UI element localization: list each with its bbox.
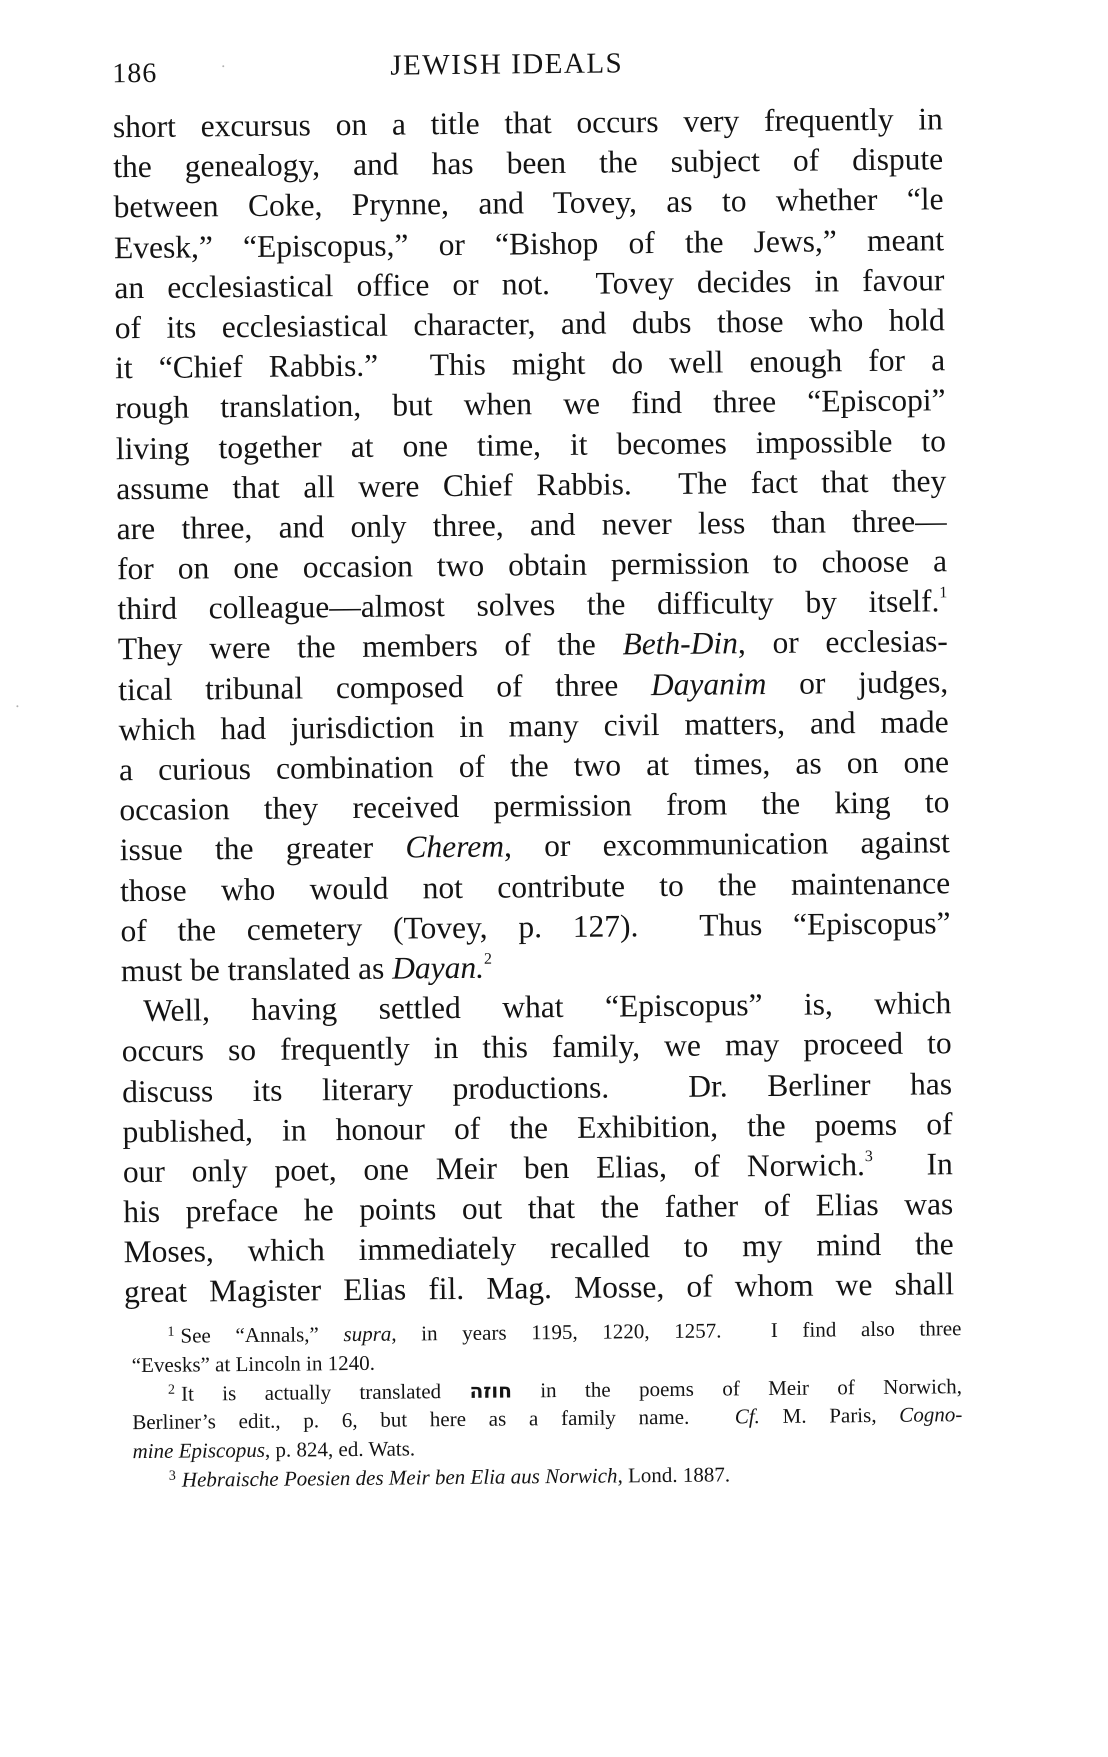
footnote-reference: 1: [939, 584, 948, 602]
italic-term: mine Episcopus: [132, 1438, 266, 1464]
text-segment: , or ecclesias-: [737, 623, 949, 661]
text-segment: his preface he points out that the father of Elias was: [123, 1186, 954, 1230]
text-segment: occurs so frequently in this family, we may proceed to: [121, 1025, 952, 1069]
text-segment: must be translated as: [120, 950, 393, 989]
text-segment: M. Paris,: [759, 1403, 900, 1429]
footnote-reference: 3: [864, 1147, 873, 1165]
text-segment: for on one occasion two obtain permission to choose a: [116, 543, 948, 587]
text-segment: of its ecclesiastical character, and dubs those who hold: [114, 302, 945, 346]
text-segment: the genealogy, and has been the subject of dispute: [113, 141, 944, 185]
text-segment: discuss its literary productions. Dr. Berliner has: [121, 1065, 953, 1109]
scan-speck: [16, 705, 18, 707]
text-segment: published, in honour of the Exhibition, the poems of: [122, 1105, 953, 1149]
text-segment: occasion they received permission from the king to: [119, 784, 950, 828]
running-head: [112, 44, 942, 92]
text-segment: “Evesks” at Lincoln in 1240.: [131, 1350, 376, 1377]
scan-speck: [222, 65, 224, 67]
text-segment: our only poet, one Meir ben Elias, of Norwich.: [122, 1146, 866, 1190]
footnote-marker: 2: [167, 1382, 176, 1398]
text-segment: living together at one time, it becomes impossible to: [115, 422, 947, 466]
text-segment: , or excommunication against: [503, 824, 950, 864]
italic-term: Beth-Din: [622, 625, 739, 662]
text-segment: Evesk,” “Episcopus,” or “Bishop of the Jews,” meant: [113, 221, 945, 265]
text-segment: tical tribunal composed of three: [118, 666, 652, 707]
text-segment: of the cemetery (Tovey, p. 127). Thus “Episcopus”: [120, 905, 951, 948]
text-segment: which had jurisdiction in many civil matters, and made: [118, 704, 949, 748]
italic-term: Cf.: [734, 1404, 760, 1429]
text-segment: in the poems of Meir of Norwich,: [511, 1373, 963, 1403]
text-segment: between Coke, Prynne, and Tovey, as to whether “le: [113, 181, 944, 225]
text-line: [124, 1265, 954, 1313]
text-segment: They were the members of the: [117, 626, 623, 667]
text-segment: In: [872, 1146, 953, 1182]
text-segment: are three, and only three, and never less than three—: [116, 503, 947, 547]
text-segment: Well, having settled what “Episcopus” is, which: [143, 985, 952, 1029]
text-segment: an ecclesiastical office or not. Tovey decides in favour: [114, 262, 945, 305]
italic-term: Hebraische Poesien des Meir ben Elia aus Norwich: [181, 1463, 618, 1492]
text-segment: It is actually translated: [180, 1378, 470, 1406]
footnotes: [131, 1314, 963, 1495]
text-segment: third colleague—almost solves the difficulty by itself.: [117, 583, 940, 627]
italic-term: Cogno-: [899, 1402, 963, 1428]
text-segment: or judges,: [766, 663, 949, 701]
text-segment: See “Annals,”: [180, 1322, 344, 1348]
footnote-reference: 2: [483, 950, 492, 968]
text-segment: issue the greater: [119, 829, 406, 868]
text-segment: assume that all were Chief Rabbis. The fact that they: [116, 462, 947, 506]
text-segment: rough translation, but when we find three “Episcopi”: [115, 382, 946, 426]
body-text: [113, 99, 955, 1313]
footnote-marker: 3: [168, 1468, 176, 1484]
italic-term: supra: [343, 1321, 392, 1347]
text-segment: a curious combination of the two at times, as on one: [118, 744, 950, 788]
running-title: JEWISH IDEALS: [390, 47, 624, 82]
page-number: 186: [112, 57, 158, 90]
text-segment: Berliner’s edit., p. 6, but here as a family name.: [132, 1404, 735, 1435]
text-segment: Moses, which immediately recalled to my mind the: [123, 1226, 954, 1270]
hebrew-word: חוזה: [469, 1378, 512, 1403]
text-line: [120, 903, 950, 951]
text-segment: , p. 824, ed. Wats.: [264, 1436, 416, 1463]
italic-term: Dayanim: [650, 665, 767, 702]
text-segment: short excursus on a title that occurs very frequently in: [112, 101, 943, 145]
footnote-marker: 1: [167, 1324, 175, 1340]
italic-term: Dayan.: [391, 949, 485, 986]
text-segment: , Lond. 1887.: [617, 1462, 731, 1488]
text-segment: , in years 1195, 1220, 1257. I find also three: [391, 1316, 962, 1346]
italic-term: Cherem: [405, 828, 505, 865]
text-segment: great Magister Elias fil. Mag. Mosse, of whom we shall: [123, 1266, 955, 1310]
text-segment: those who would not contribute to the maintenance: [120, 864, 951, 908]
text-segment: it “Chief Rabbis.” This might do well enough for a: [114, 342, 946, 386]
